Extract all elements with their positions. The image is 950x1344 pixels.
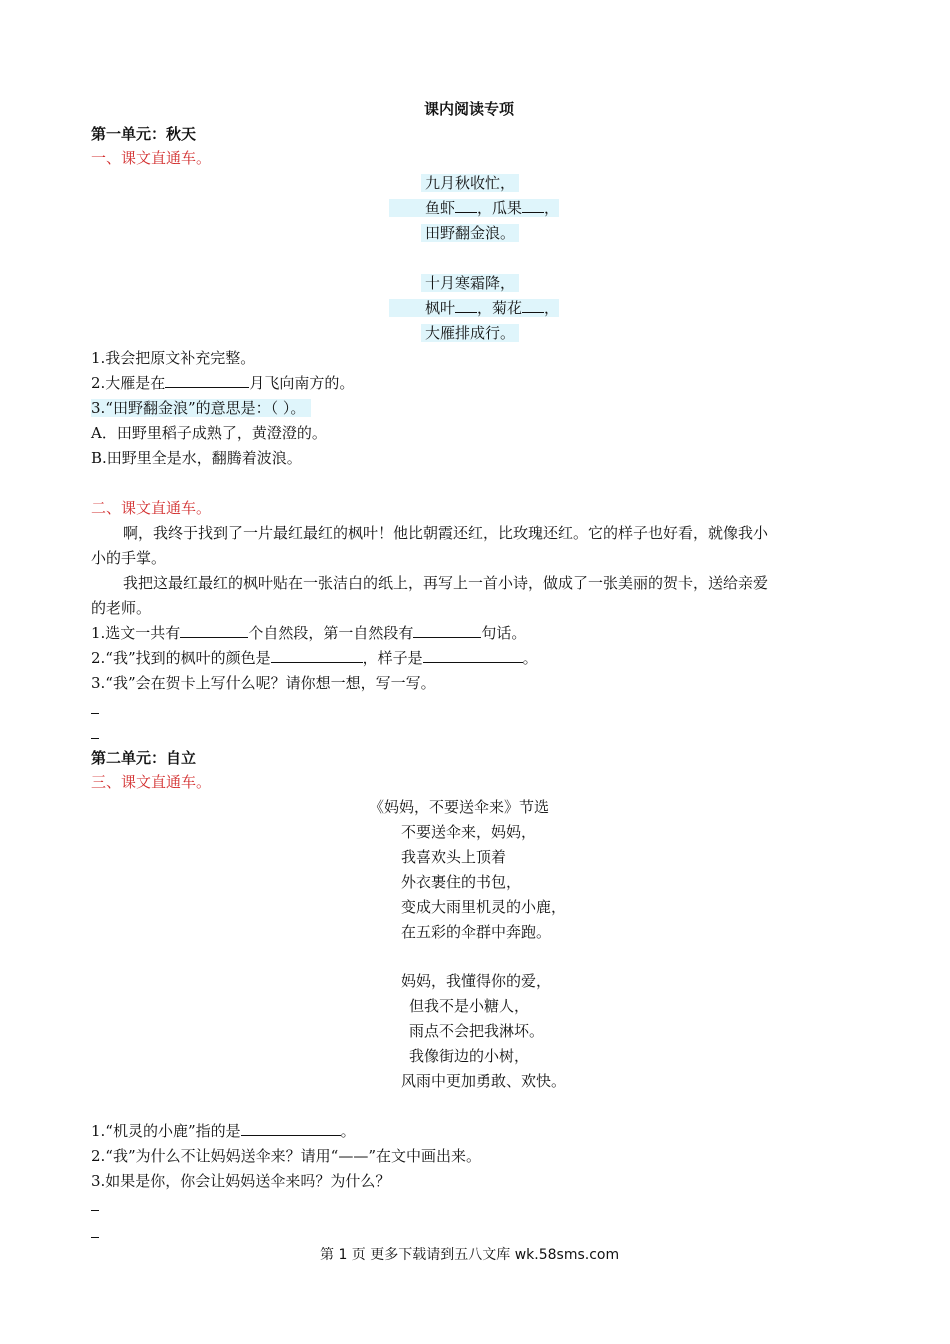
question: 1.我会把原文补充完整。 — [91, 349, 256, 367]
poem-line: 外衣裹住的书包， — [401, 873, 522, 891]
question: 2.大雁是在 月飞向南方的。 — [91, 371, 354, 396]
passage-text: 啊，我终于找到了一片最红最红的枫叶！他比朝霞还红，比玫瑰还红。它的样子也好看，就像我小 — [123, 524, 769, 542]
unit-heading: 第二单元：自立 — [91, 749, 197, 767]
section-heading: 三、课文直通车。 — [91, 773, 212, 791]
section-heading: 二、课文直通车。 — [91, 499, 212, 517]
blank-field[interactable] — [241, 1119, 341, 1136]
poem-line: 我像街边的小树， — [409, 1047, 530, 1065]
question: 1.选文一共有 个自然段，第一自然段有 句话。 — [91, 621, 526, 646]
blank-field[interactable] — [522, 196, 544, 213]
passage-text: 的老师。 — [91, 599, 152, 617]
section-heading: 一、课文直通车。 — [91, 149, 212, 167]
blank-field[interactable] — [271, 646, 363, 663]
poem-line: 十月寒霜降， — [421, 271, 519, 296]
poem-line: 妈妈，我懂得你的爱， — [401, 972, 552, 990]
question: 1.“机灵的小鹿”指的是 。 — [91, 1119, 356, 1144]
blank-field[interactable] — [522, 296, 544, 313]
poem-line: 田野翻金浪。 — [421, 221, 519, 246]
passage-text: 我把这最红最红的枫叶贴在一张洁白的纸上，再写上一首小诗，做成了一张美丽的贺卡，送给亲爱 — [123, 574, 769, 592]
unit-heading: 第一单元：秋天 — [91, 125, 197, 143]
option-a: A．田野里稻子成熟了，黄澄澄的。 — [91, 424, 327, 442]
answer-line[interactable] — [91, 738, 99, 739]
page-title: 课内阅读专项 — [424, 100, 515, 118]
poem-line: 变成大雨里机灵的小鹿， — [401, 898, 567, 916]
poem-line: 九月秋收忙， — [421, 171, 519, 196]
question: 2.“我”为什么不让妈妈送伞来？请用“——”在文中画出来。 — [91, 1147, 481, 1165]
poem-line: 鱼虾 ，瓜果 ， — [389, 196, 559, 221]
question: 3.如果是你，你会让妈妈送伞来吗？为什么？ — [91, 1172, 391, 1190]
passage-text: 小的手掌。 — [91, 549, 167, 567]
blank-field[interactable] — [180, 621, 248, 638]
page-footer: 第 1 页 更多下载请到五八文库 wk.58sms.com — [320, 1247, 620, 1263]
question: 2.“我”找到的枫叶的颜色是 ，样子是 。 — [91, 646, 538, 671]
answer-line[interactable] — [91, 1237, 99, 1238]
poem-line: 大雁排成行。 — [421, 321, 519, 346]
poem-line: 雨点不会把我淋坏。 — [409, 1022, 545, 1040]
blank-field[interactable] — [423, 646, 523, 663]
question: 3.“田野翻金浪”的意思是：（ ）。 — [91, 396, 311, 421]
poem-title: 《妈妈，不要送伞来》节选 — [369, 798, 550, 816]
poem-line: 在五彩的伞群中奔跑。 — [401, 923, 552, 941]
blank-field[interactable] — [455, 196, 477, 213]
blank-field[interactable] — [455, 296, 477, 313]
poem-line: 不要送伞来，妈妈， — [401, 823, 537, 841]
blank-field[interactable] — [413, 621, 481, 638]
question: 3.“我”会在贺卡上写什么呢？请你想一想，写一写。 — [91, 674, 436, 692]
blank-field[interactable] — [165, 371, 249, 388]
poem-line: 风雨中更加勇敢、欢快。 — [401, 1072, 567, 1090]
answer-line[interactable] — [91, 713, 99, 714]
poem-line: 枫叶 ，菊花 ， — [389, 296, 559, 321]
option-b: B.田野里全是水，翻腾着波浪。 — [91, 449, 302, 467]
poem-line: 但我不是小糖人， — [409, 997, 530, 1015]
answer-line[interactable] — [91, 1210, 99, 1211]
poem-line: 我喜欢头上顶着 — [401, 848, 507, 866]
